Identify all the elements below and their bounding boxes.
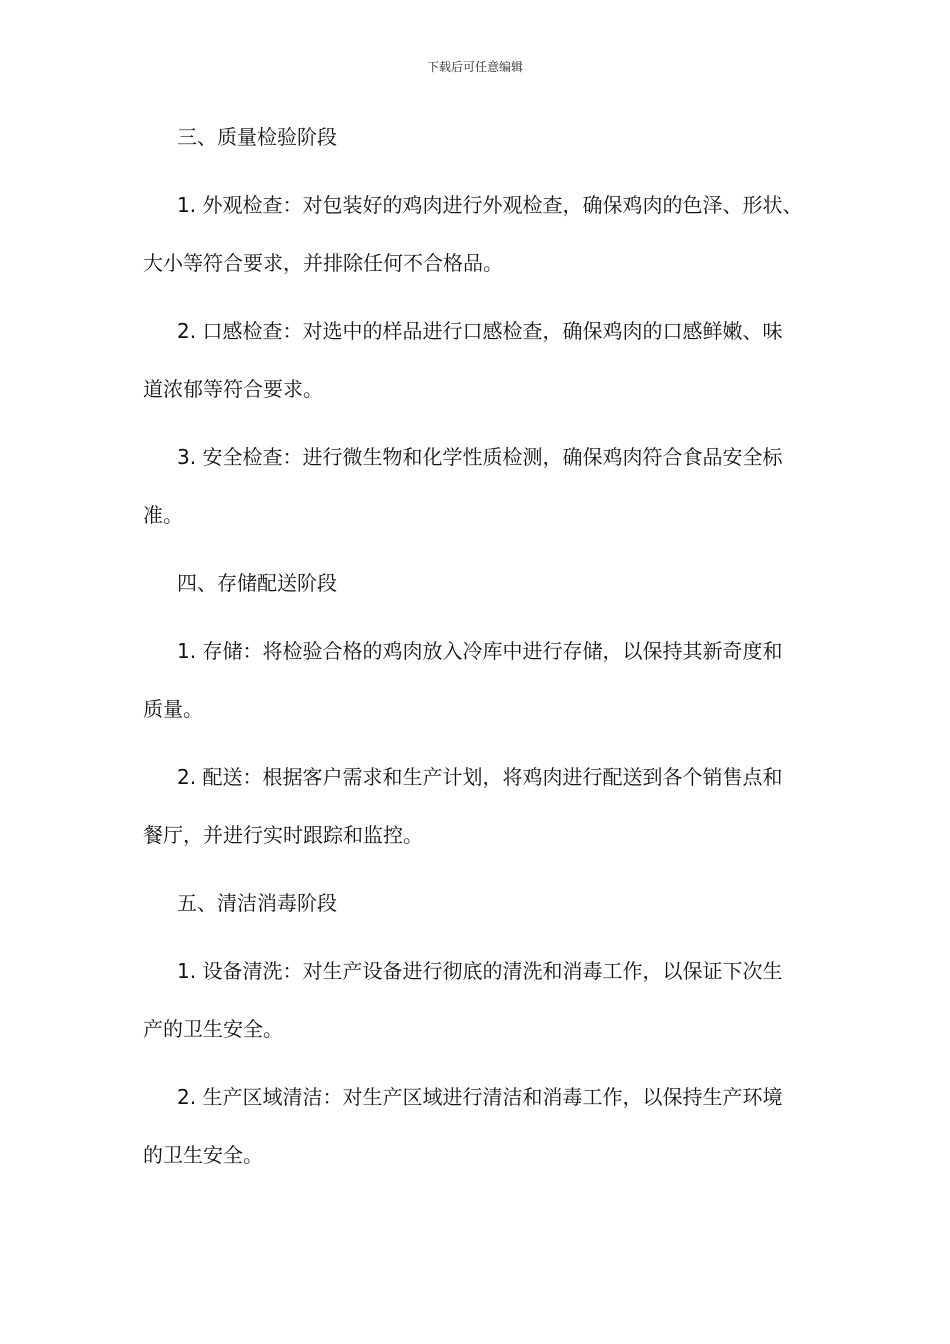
paragraph-line: 1. 设备清洗：对生产设备进行彻底的清洗和消毒工作，以保证下次生 — [177, 959, 783, 983]
section-heading: 四、存储配送阶段 — [177, 571, 337, 595]
section-heading: 三、质量检验阶段 — [177, 125, 337, 149]
paragraph-line: 3. 安全检查：进行微生物和化学性质检测，确保鸡肉符合食品安全标 — [177, 445, 783, 469]
document-body — [143, 122, 807, 1170]
section-heading: 五、清洁消毒阶段 — [177, 891, 337, 915]
paragraph-line: 餐厅，并进行实时跟踪和监控。 — [143, 823, 423, 847]
paragraph-line: 1. 外观检查：对包装好的鸡肉进行外观检查，确保鸡肉的色泽、形状、 — [177, 193, 803, 217]
paragraph-line: 2. 配送：根据客户需求和生产计划，将鸡肉进行配送到各个销售点和 — [177, 765, 783, 789]
paragraph-line: 质量。 — [143, 697, 203, 721]
paragraph-line: 的卫生安全。 — [143, 1143, 263, 1167]
paragraph-line: 产的卫生安全。 — [143, 1017, 283, 1041]
paragraph-line: 2. 生产区域清洁：对生产区域进行清洁和消毒工作，以保持生产环境 — [177, 1085, 783, 1109]
paragraph-line: 2. 口感检查：对选中的样品进行口感检查，确保鸡肉的口感鲜嫩、味 — [177, 319, 783, 343]
paragraph-line: 大小等符合要求，并排除任何不合格品。 — [143, 251, 503, 275]
paragraph-line: 道浓郁等符合要求。 — [143, 377, 323, 401]
paragraph-line: 1. 存储：将检验合格的鸡肉放入冷库中进行存储，以保持其新奇度和 — [177, 639, 783, 663]
paragraph-line: 准。 — [143, 503, 183, 527]
page-header-note: 下载后可任意编辑 — [426, 60, 523, 74]
